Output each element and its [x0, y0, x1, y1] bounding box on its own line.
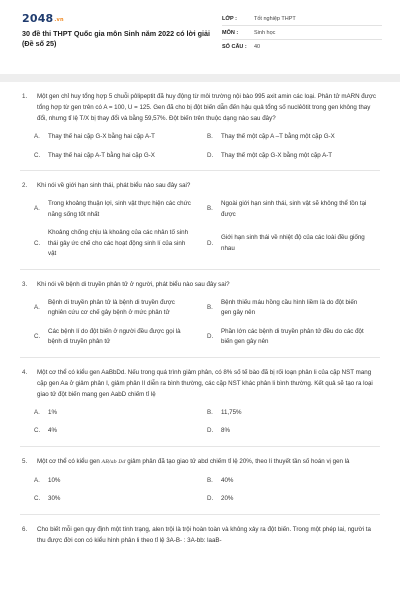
answer-option[interactable]: [34, 494, 207, 505]
question-body: [37, 456, 376, 468]
answer-letter: C.: [34, 495, 41, 502]
page-header: [0, 0, 400, 58]
answer-text: 8%: [221, 427, 230, 434]
answer-options: [20, 298, 380, 356]
answer-letter: C.: [34, 332, 41, 340]
answer-letter: C.: [34, 239, 41, 247]
answer-text: 11,75%: [221, 408, 242, 416]
answer-option[interactable]: [34, 476, 207, 487]
answer-text: 30%: [48, 495, 61, 502]
meta-value: 40: [254, 44, 261, 50]
question-list: [0, 82, 400, 546]
answer-option[interactable]: [34, 228, 207, 260]
question-2: [20, 171, 380, 270]
question-text: [20, 180, 380, 191]
exam-meta-table: [222, 12, 382, 54]
answer-option[interactable]: [34, 408, 207, 419]
header-divider: [0, 74, 400, 82]
question-number: 6.: [22, 525, 28, 533]
question-body: Khi nói về bệnh di truyền phân tử ở người, phát biểu nào sau đây sai?: [37, 280, 230, 288]
answer-option[interactable]: [207, 151, 380, 162]
answer-options: [20, 408, 380, 445]
question-6: [20, 515, 380, 546]
meta-value: Sinh học: [254, 29, 276, 36]
answer-text: Thay thế hai cặp G-X bằng hai cặp A-T: [48, 133, 155, 140]
meta-row-count: [222, 40, 382, 54]
question-3: [20, 270, 380, 358]
answer-option[interactable]: [207, 426, 380, 437]
answer-letter: B.: [207, 303, 213, 311]
question-4: [20, 358, 380, 447]
question-1: [20, 82, 380, 171]
answer-option[interactable]: [207, 298, 380, 319]
question-text-part: Một cơ thể có kiểu gen: [37, 457, 102, 465]
meta-label: SỐ CÂU :: [222, 44, 247, 50]
answer-letter: A.: [34, 133, 40, 140]
answer-letter: A.: [34, 303, 40, 311]
question-number: 5.: [22, 457, 28, 465]
question-5: [20, 447, 380, 515]
answer-option[interactable]: [207, 327, 380, 348]
answer-letter: D.: [207, 495, 214, 502]
question-text: [20, 524, 380, 546]
meta-row-class: [222, 12, 382, 26]
answer-option[interactable]: [207, 494, 380, 505]
answer-letter: A.: [34, 476, 40, 484]
answer-letter: D.: [207, 332, 214, 340]
answer-text: Bệnh di truyền phân tử là bệnh di truyền được nghiên cứu cơ chế gây bệnh ở mức phân tử: [48, 298, 175, 316]
answer-letter: C.: [34, 151, 41, 159]
question-body: Một cơ thể có kiểu gen AaBbDd. Nếu trong quá trình giảm phân, có 8% số tế bào đã bị rối loạn phân li của cặp NST mang cặp gen Aa ở giảm phân I, giảm phân II diễn ra bình thường, các cặp NST khác phân li bình thường. Kết quả sẽ tạo ra loại giao tử đột biến mang gen AabD chiếm tỉ lệ: [37, 368, 373, 398]
answer-text: 4%: [48, 427, 57, 434]
answer-text: Bệnh thiếu máu hồng cầu hình liềm là do đột biến gen gây nên: [221, 298, 358, 316]
logo-suffix: .vn: [54, 17, 64, 23]
question-text: [20, 279, 380, 290]
question-body: Khi nói về giới hạn sinh thái, phát biểu nào sau đây sai?: [37, 182, 191, 189]
answer-option[interactable]: [34, 132, 207, 143]
answer-letter: A.: [34, 408, 40, 416]
logo-text: 2048: [22, 12, 54, 25]
meta-row-subject: [222, 26, 382, 40]
answer-letter: D.: [207, 427, 214, 434]
answer-text: Giới hạn sinh thái về nhiệt độ của các loài đều giống nhau: [221, 234, 365, 252]
answer-option[interactable]: [207, 199, 380, 220]
answer-text: Các bệnh lí do đột biến ở người đều được gọi là bệnh di truyền phân tử: [48, 327, 181, 345]
answer-text: Thay thế một cặp A –T bằng một cặp G-X: [221, 133, 335, 140]
answer-letter: B.: [207, 133, 213, 140]
site-logo[interactable]: [22, 12, 64, 25]
answer-letter: B.: [207, 408, 213, 416]
question-body: Một gen chỉ huy tổng hợp 5 chuỗi pôlipeptit đã huy động từ môi trường nội bào 995 axit amin các loại. Phân tử mARN được tổng hợp từ gen trên có A = 100, U = 125. Gen đã cho bị đột biến dẫn đến hậu quả tổng số nuclêôtit trong gen không thay đổi, nhưng tỉ lệ T/X bị thay đổi và bằng 59,57%. Đột biến trên thuộc dạng nào sau đây?: [37, 93, 376, 122]
answer-text: Khoảng chống chịu là khoảng của các nhân tố sinh thái gây ức chế cho các hoạt động sinh lí của sinh vật: [48, 229, 189, 257]
answer-text: Phần lớn các bệnh di truyền phân tử đều do các đột biến gen gây nên: [221, 327, 364, 345]
question-text: [20, 91, 380, 124]
answer-letter: D.: [207, 151, 214, 159]
answer-option[interactable]: [34, 151, 207, 162]
answer-options: [20, 132, 380, 169]
question-number: 2.: [22, 182, 28, 189]
meta-value: Tốt nghiệp THPT: [254, 15, 296, 22]
answer-option[interactable]: [207, 228, 380, 260]
answer-text: 20%: [221, 495, 234, 502]
answer-letter: C.: [34, 427, 41, 434]
question-number: 1.: [22, 93, 28, 100]
question-text-part: giảm phân đã tạo giao tử abd chiếm tỉ lệ 20%, theo lí thuyết tần số hoán vị gen là: [125, 457, 350, 465]
answer-text: Thay thế một cặp G-X bằng một cặp A-T: [221, 151, 333, 159]
answer-option[interactable]: [34, 298, 207, 319]
question-text: [20, 456, 380, 468]
answer-option[interactable]: [34, 199, 207, 220]
question-number: 4.: [22, 368, 28, 376]
answer-option[interactable]: [34, 327, 207, 348]
answer-option[interactable]: [34, 426, 207, 437]
answer-text: 40%: [221, 476, 234, 484]
answer-letter: D.: [207, 239, 214, 247]
answer-options: [20, 199, 380, 268]
meta-label: MÔN :: [222, 29, 239, 36]
answer-option[interactable]: [207, 408, 380, 419]
answer-letter: A.: [34, 205, 40, 213]
answer-text: Trong khoảng thuận lợi, sinh vật thực hiện các chức năng sống tốt nhất: [48, 200, 191, 218]
exam-title: 30 đề thi THPT Quốc gia môn Sinh năm 2022 có lời giải (Đề số 25): [22, 29, 211, 48]
answer-option[interactable]: [207, 476, 380, 487]
answer-option[interactable]: [207, 132, 380, 143]
answer-text: 1%: [48, 408, 57, 416]
question-number: 3.: [22, 280, 28, 288]
answer-letter: B.: [207, 205, 213, 213]
answer-options: [20, 476, 380, 513]
answer-text: Ngoài giới hạn sinh thái, sinh vật sẽ không thể tồn tại được: [221, 200, 367, 218]
question-body: Cho biết mỗi gen quy định một tính trạng, alen trội là trội hoàn toàn và không xảy ra đột biến. Trong một phép lai, người ta thu được đời con có kiểu hình phân li theo tỉ lệ 3A-B- : 3A-bb: laaB-: [37, 525, 371, 544]
genotype-formula: AB/ab Dd: [101, 458, 126, 465]
answer-letter: B.: [207, 476, 213, 484]
answer-text: 10%: [48, 476, 61, 484]
answer-text: Thay thế hai cặp A-T bằng hai cặp G-X: [48, 151, 155, 159]
question-text: [20, 367, 380, 400]
meta-label: LỚP :: [222, 15, 237, 22]
